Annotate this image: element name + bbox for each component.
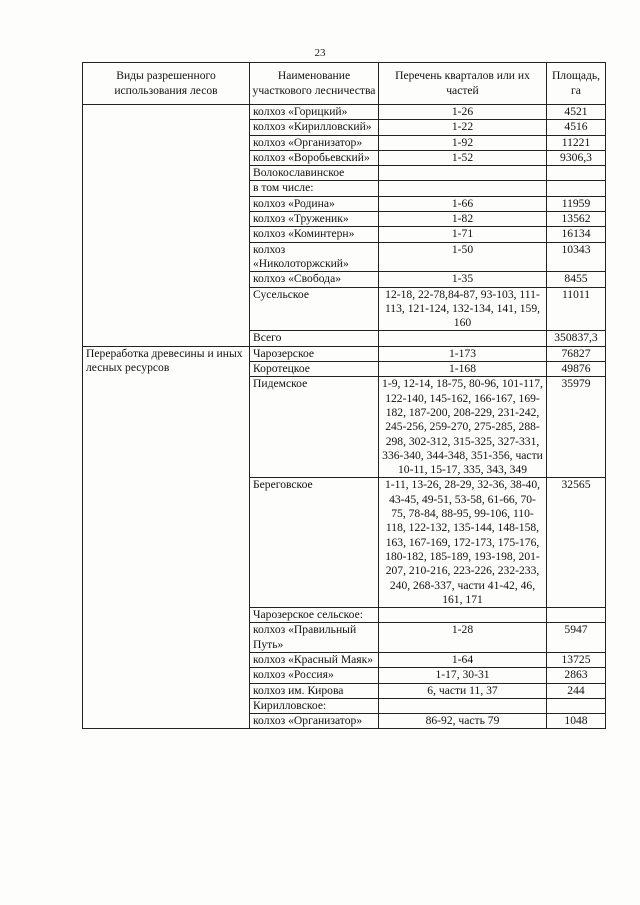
quarters-cell: 1-66 [379,196,547,211]
quarters-cell: 1-82 [379,212,547,227]
header-use-type: Виды разрешенного использования лесов [83,63,250,105]
quarters-cell: 1-173 [379,346,547,361]
area-cell [547,608,606,623]
area-cell: 244 [547,683,606,698]
forestry-name: Пидемское [250,377,379,478]
area-cell: 32565 [547,478,606,608]
quarters-cell [379,608,547,623]
forestry-name: Всего [250,331,379,346]
forestry-name: колхоз «Россия» [250,668,379,683]
table-row [83,346,606,361]
forestry-name: колхоз «Труженик» [250,212,379,227]
area-cell: 10343 [547,242,606,272]
quarters-cell: 1-26 [379,105,547,120]
forestry-name: Волокославинское [250,166,379,181]
forestry-name: Сусельское [250,287,379,331]
table-row [83,105,606,120]
quarters-cell: 1-17, 30-31 [379,668,547,683]
use-type-cell: Переработка древесины и иных лесных ресурсов [83,346,250,729]
forestry-name: Коротецкое [250,362,379,377]
quarters-cell: 1-52 [379,150,547,165]
quarters-cell [379,698,547,713]
forestry-name: колхоз «Воробьевский» [250,150,379,165]
forest-use-table [82,62,606,729]
area-cell [547,698,606,713]
header-area: Площадь, га [547,63,606,105]
forestry-name: колхоз «Родина» [250,196,379,211]
area-cell: 16134 [547,227,606,242]
use-type-cell [83,105,250,347]
page-number: 23 [314,47,326,59]
area-cell: 49876 [547,362,606,377]
forestry-name: Береговское [250,478,379,608]
forestry-name: колхоз им. Кирова [250,683,379,698]
area-cell: 4516 [547,120,606,135]
area-cell: 13562 [547,212,606,227]
area-cell [547,181,606,196]
area-cell: 8455 [547,272,606,287]
quarters-cell: 1-168 [379,362,547,377]
area-cell: 5947 [547,623,606,653]
quarters-cell: 1-71 [379,227,547,242]
area-cell: 11011 [547,287,606,331]
forestry-name: колхоз «Кирилловский» [250,120,379,135]
forestry-name: колхоз «Николоторжский» [250,242,379,272]
forestry-name: в том числе: [250,181,379,196]
quarters-cell: 12-18, 22-78,84-87, 93-103, 111-113, 121-124, 132-134, 141, 159, 160 [379,287,547,331]
quarters-cell: 1-28 [379,623,547,653]
area-cell: 4521 [547,105,606,120]
quarters-cell: 6, части 11, 37 [379,683,547,698]
forestry-name: колхоз «Горицкий» [250,105,379,120]
area-cell: 76827 [547,346,606,361]
forestry-name: Чарозерское сельское: [250,608,379,623]
quarters-cell: 1-92 [379,135,547,150]
area-cell: 13725 [547,652,606,667]
quarters-cell: 1-22 [379,120,547,135]
quarters-cell: 1-9, 12-14, 18-75, 80-96, 101-117, 122-140, 145-162, 166-167, 169-182, 187-200, 208-229, 231-242, 245-256, 259-270, 275-285, 288-298, 302-312, 315-325, 327-331, 336-340, 344-348, 351-356, части 10-11, 15-17, 335, 343, 349 [379,377,547,478]
area-cell: 11221 [547,135,606,150]
forestry-name: колхоз «Красный Маяк» [250,652,379,667]
forestry-name: Чарозерское [250,346,379,361]
quarters-cell: 1-64 [379,652,547,667]
header-forestry-name: Наименование участкового лесничества [250,63,379,105]
header-quarters: Перечень кварталов или их частей [379,63,547,105]
forestry-name: Кирилловское: [250,698,379,713]
quarters-cell: 1-50 [379,242,547,272]
area-cell: 1048 [547,714,606,729]
area-cell: 35979 [547,377,606,478]
quarters-cell: 1-35 [379,272,547,287]
area-cell: 2863 [547,668,606,683]
quarters-cell: 86-92, часть 79 [379,714,547,729]
quarters-cell [379,166,547,181]
area-cell [547,166,606,181]
table-header-row [83,63,606,105]
area-cell: 9306,3 [547,150,606,165]
area-cell: 11959 [547,196,606,211]
quarters-cell [379,331,547,346]
forestry-name: колхоз «Организатор» [250,135,379,150]
area-total: 350837,3 [547,331,606,346]
forestry-name: колхоз «Коминтерн» [250,227,379,242]
forestry-name: колхоз «Свобода» [250,272,379,287]
forestry-name: колхоз «Организатор» [250,714,379,729]
quarters-cell: 1-11, 13-26, 28-29, 32-36, 38-40, 43-45, 49-51, 53-58, 61-66, 70-75, 78-84, 88-95, 99-106, 110-118, 122-132, 135-144, 148-158, 163, 167-169, 172-173, 175-176, 180-182, 185-189, 193-198, 201-207, 210-216, 223-226, 232-233, 240, 268-337, части 41-42, 46, 161, 171 [379,478,547,608]
quarters-cell [379,181,547,196]
forestry-name: колхоз «Правильный Путь» [250,623,379,653]
